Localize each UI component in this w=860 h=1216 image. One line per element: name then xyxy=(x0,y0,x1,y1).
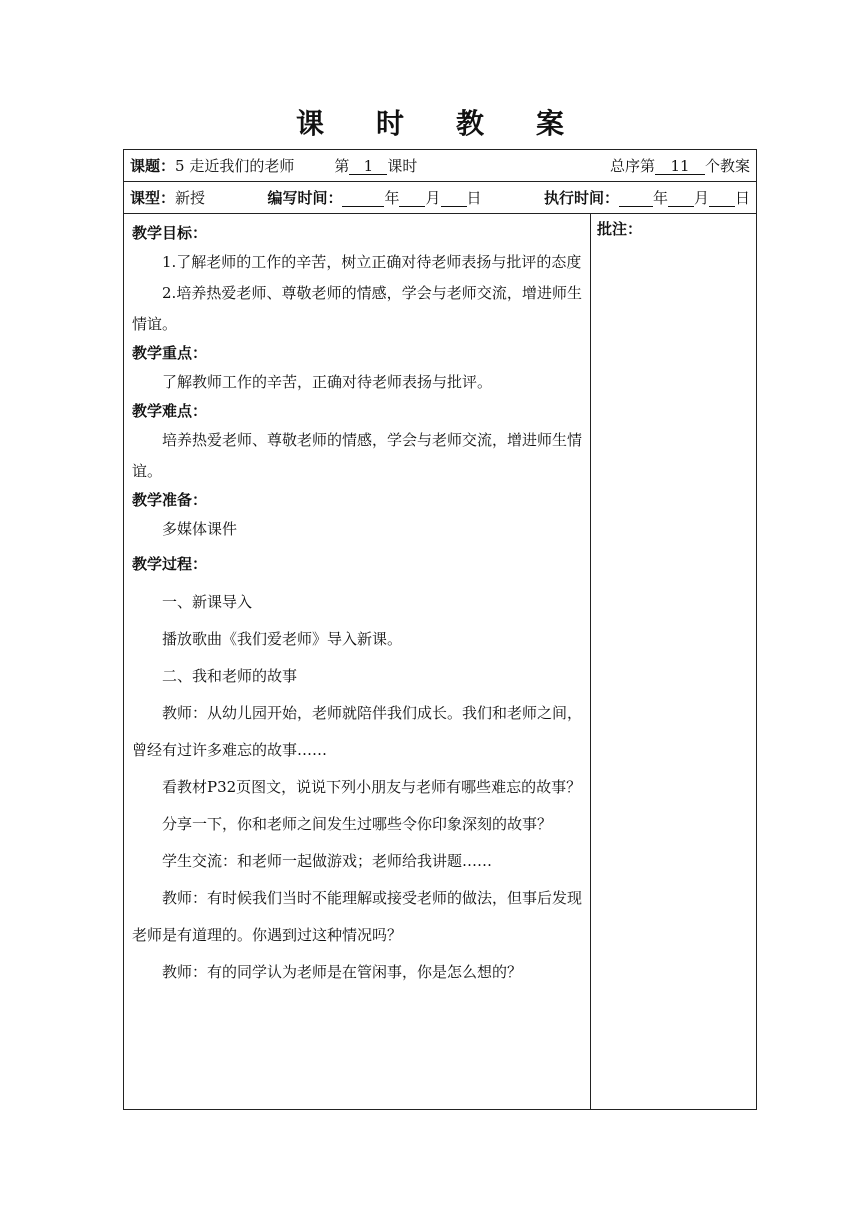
difficulties-heading: 教学难点： xyxy=(132,402,208,420)
day-label: 日 xyxy=(466,189,482,207)
process-paragraph: 学生交流：和老师一起做游戏；老师给我讲题…… xyxy=(162,852,493,870)
topic-value: 5 走近我们的老师 xyxy=(175,157,295,175)
process-paragraph: 二、我和老师的故事 xyxy=(162,667,298,685)
exec-time-label: 执行时间： xyxy=(543,189,619,207)
objectives-heading: 教学目标： xyxy=(132,224,208,242)
exec-time-field xyxy=(544,187,750,208)
document-title xyxy=(0,102,860,142)
process-paragraph: 播放歌曲《我们爱老师》导入新课。 xyxy=(162,630,403,648)
type-label: 课型： xyxy=(130,189,176,207)
topic-label: 课题： xyxy=(130,157,176,175)
lesson-prefix: 第 xyxy=(334,157,350,175)
key-points-heading: 教学重点： xyxy=(132,344,208,362)
difficulties-text: 培养热爱老师、尊敬老师的情感，学会与老师交流，增进师生情谊。 xyxy=(132,431,583,480)
process-heading: 教学过程： xyxy=(132,555,208,573)
total-number: 11 xyxy=(655,159,705,175)
process-paragraph: 教师：有的同学认为老师是在管闲事，你是怎么想的？ xyxy=(162,963,523,981)
objective-item: 1.了解老师的工作的辛苦，树立正确对待老师表扬与批评的态度 xyxy=(162,253,582,271)
process-paragraph: 一、新课导入 xyxy=(162,593,253,611)
process-paragraph: 教师：有时候我们当时不能理解或接受老师的做法，但事后发现老师是有道理的。你遇到过这种情况吗？ xyxy=(132,889,583,944)
preparation-heading: 教学准备： xyxy=(132,491,208,509)
body-row xyxy=(124,214,757,1110)
year-label: 年 xyxy=(384,189,400,207)
write-year-blank xyxy=(342,191,384,207)
total-sequence-field xyxy=(610,155,750,176)
topic-field xyxy=(130,155,294,176)
month-label: 月 xyxy=(425,189,441,207)
type-value: 新授 xyxy=(175,189,206,207)
exec-month-blank xyxy=(668,191,694,207)
total-prefix: 总序第 xyxy=(609,157,655,175)
write-time-label: 编写时间： xyxy=(267,189,343,207)
lesson-number-field xyxy=(334,155,417,176)
write-day-blank xyxy=(441,191,467,207)
lesson-suffix: 课时 xyxy=(387,157,418,175)
title-char: 教 xyxy=(456,107,485,140)
process-paragraph: 教师：从幼儿园开始，老师就陪伴我们成长。我们和老师之间，曾经有过许多难忘的故事…… xyxy=(132,704,583,759)
lesson-number: 1 xyxy=(349,159,387,175)
key-points-text: 了解教师工作的辛苦，正确对待老师表扬与批评。 xyxy=(162,373,493,391)
lesson-content xyxy=(124,214,591,1110)
header-row-topic xyxy=(124,150,757,182)
process-paragraph: 看教材P32页图文，说说下列小朋友与老师有哪些难忘的故事？ xyxy=(162,778,582,796)
objective-item: 2.培养热爱老师、尊敬老师的情感，学会与老师交流，增进师生情谊。 xyxy=(132,284,582,333)
year-label: 年 xyxy=(652,189,668,207)
exec-day-blank xyxy=(709,191,735,207)
header-row-type xyxy=(124,182,757,214)
notes-label: 批注： xyxy=(597,220,643,238)
day-label: 日 xyxy=(734,189,750,207)
lesson-plan-table xyxy=(123,149,757,1110)
title-char: 时 xyxy=(375,107,404,140)
type-field xyxy=(130,187,205,208)
process-paragraph: 分享一下，你和老师之间发生过哪些令你印象深刻的故事？ xyxy=(162,815,553,833)
month-label: 月 xyxy=(693,189,709,207)
preparation-text: 多媒体课件 xyxy=(162,520,238,538)
title-char: 案 xyxy=(536,107,565,140)
title-char: 课 xyxy=(295,107,324,140)
notes-column xyxy=(591,214,757,1110)
total-suffix: 个教案 xyxy=(705,157,751,175)
exec-year-blank xyxy=(619,191,653,207)
write-time-field xyxy=(267,187,481,208)
write-month-blank xyxy=(399,191,425,207)
